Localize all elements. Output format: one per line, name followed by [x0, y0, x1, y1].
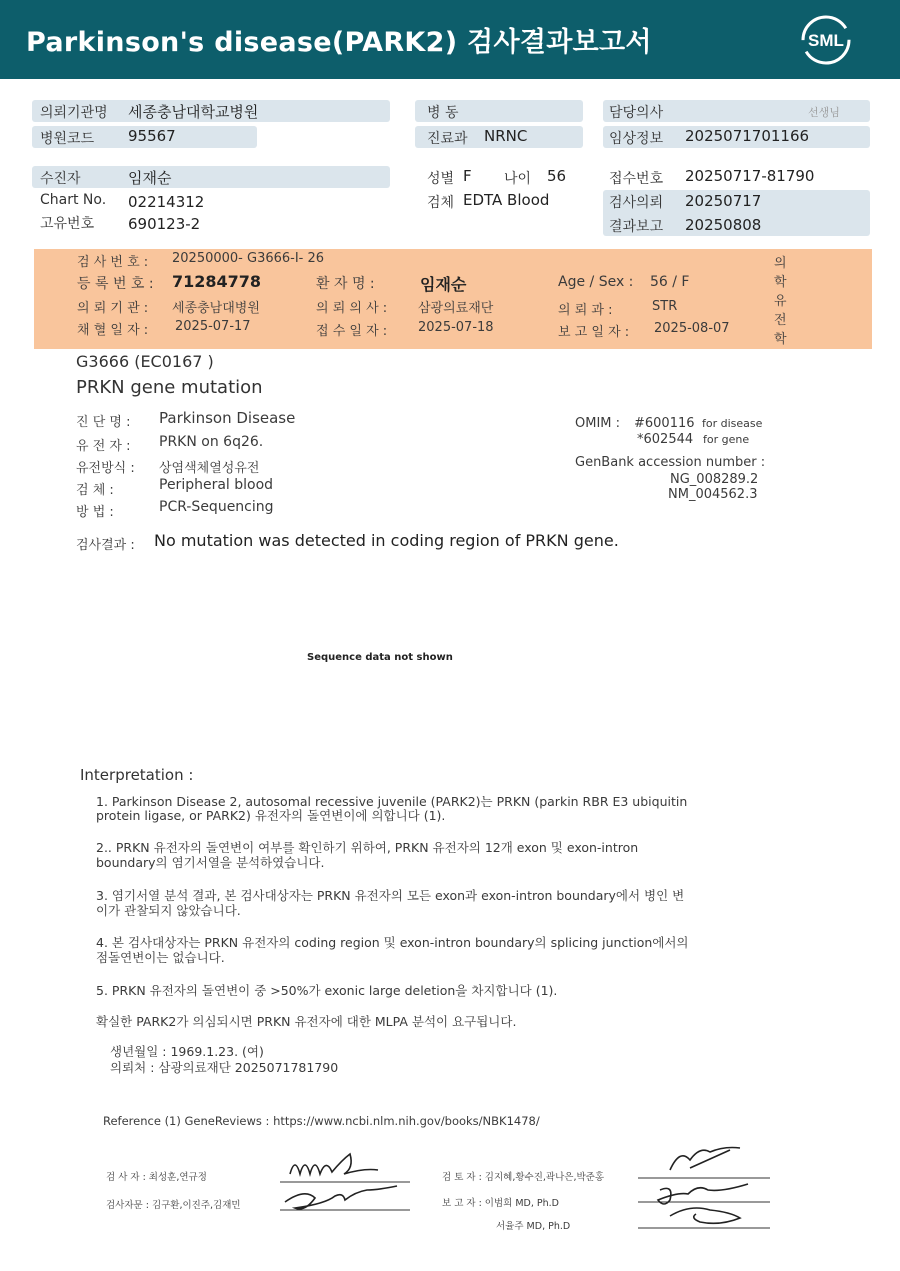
omim-2-note: for gene [703, 433, 750, 446]
interp-line-9: 5. PRKN 유전자의 돌연변이 중 >50%가 exonic large deletion을 차지합니다 (1). [96, 983, 558, 998]
requester: 의뢰처 : 삼광의료재단 2025071781790 [110, 1060, 339, 1075]
receipt-value: 20250717-81790 [685, 167, 815, 185]
band-collect-label: 채 혈 일 자 : [77, 323, 149, 338]
clinical-value: 2025071701166 [685, 127, 810, 145]
gene-label: 유 전 자 : [76, 439, 131, 454]
interp-line-8: 점돌연변이는 없습니다. [96, 950, 225, 965]
method-value: PCR-Sequencing [159, 499, 274, 515]
interp-line-4: boundary의 염기서열을 분석하였습니다. [96, 855, 325, 870]
interpretation-title: Interpretation : [80, 766, 194, 784]
result-value: No mutation was detected in coding region of PRKN gene. [154, 531, 619, 550]
band-side-3: 유 [774, 294, 787, 309]
reference: Reference (1) GeneReviews : https://www.ncbi.nlm.nih.gov/books/NBK1478/ [103, 1114, 540, 1128]
omim-1: #600116 [634, 416, 695, 431]
sequence-note: Sequence data not shown [307, 652, 453, 663]
band-side-2: 학 [774, 275, 787, 290]
request-label: 검사의뢰 [609, 195, 664, 211]
patient-value: 임재순 [128, 169, 172, 187]
method-label: 방 법 : [76, 505, 114, 520]
dept-label: 진료과 [427, 131, 468, 147]
dept-value: NRNC [484, 127, 528, 145]
specimen-test-label: 검 체 : [76, 483, 114, 498]
org-label: 의뢰기관명 [40, 105, 108, 121]
reporter-2: 서율주 MD, Ph.D [496, 1221, 571, 1232]
reviewer-signature [630, 1140, 780, 1230]
test-name: PRKN gene mutation [76, 377, 263, 398]
sex-label: 성별 [427, 171, 455, 187]
diag-value: Parkinson Disease [159, 409, 296, 427]
sml-logo [800, 14, 852, 66]
interp-line-10: 확실한 PARK2가 의심되시면 PRKN 유전자에 대한 MLPA 분석이 요구됩니다. [96, 1014, 517, 1029]
band-doctor: 삼광의료재단 [418, 301, 494, 316]
omim-2: *602544 [637, 432, 694, 447]
chart-value: 02214312 [128, 193, 205, 211]
unique-label: 고유번호 [40, 216, 95, 232]
band-doctor-label: 의 뢰 의 사 : [316, 301, 388, 316]
interp-line-2: protein ligase, or PARK2) 유전자의 돌연변이에 의합니다 (1). [96, 808, 446, 823]
band-dept-label: 의 뢰 과 : [558, 303, 613, 318]
inherit-label: 유전방식 : [76, 461, 135, 476]
age-label: 나이 [504, 171, 532, 187]
interp-line-1: 1. Parkinson Disease 2, autosomal recessive juvenile (PARK2)는 PRKN (parkin RBR E3 ubiquitin [96, 794, 688, 809]
band-collect: 2025-07-17 [175, 319, 251, 334]
band-patient: 임재순 [420, 275, 467, 294]
band-test-no-label: 검 사 번 호 : [77, 255, 149, 270]
band-patient-label: 환 자 명 : [316, 276, 375, 292]
unique-value: 690123-2 [128, 215, 201, 233]
omim-label: OMIM : [575, 416, 621, 431]
org-value: 세종충남대학교병원 [128, 103, 259, 121]
patient-row [32, 166, 390, 188]
tester: 검 사 자 : 최성훈,연규정 [106, 1172, 207, 1183]
band-report-label: 보 고 일 자 : [558, 325, 630, 340]
report-title: Parkinson's disease(PARK2) 검사결과보고서 [26, 27, 652, 58]
report-value: 20250808 [685, 216, 762, 234]
interp-line-3: 2.. PRKN 유전자의 돌연변이 여부를 확인하기 위하여, PRKN 유전자의 12개 exon 및 exon-intron [96, 840, 639, 855]
genbank-label: GenBank accession number : [575, 455, 766, 470]
age-value: 56 [547, 167, 567, 185]
ward-label: 병 동 [427, 105, 459, 121]
patient-label: 수진자 [40, 171, 81, 187]
interp-line-5: 3. 염기서열 분석 결과, 본 검사대상자는 PRKN 유전자의 모든 exon과 exon-intron boundary에서 병인 변 [96, 888, 685, 903]
reviewer: 검 토 자 : 김지혜,황수진,곽나은,박준홍 [442, 1172, 604, 1183]
reporter: 보 고 자 : 이범희 MD, Ph.D [442, 1198, 559, 1209]
omim-1-note: for disease [702, 417, 763, 430]
report-label: 결과보고 [609, 219, 664, 235]
result-label: 검사결과 : [76, 538, 135, 553]
genbank-1: NG_008289.2 [670, 472, 759, 487]
band-dept: STR [652, 299, 678, 314]
specimen-label: 검체 [427, 195, 455, 211]
band-side-1: 의 [774, 256, 787, 271]
doctor-label: 담당의사 [609, 105, 664, 121]
logo-text: SML [808, 31, 844, 50]
doctor-suffix: 선생님 [808, 106, 840, 119]
band-reg-no: 71284778 [172, 272, 262, 291]
band-reg-label: 등 록 번 호 : [77, 276, 154, 292]
band-receive-label: 접 수 일 자 : [316, 324, 388, 339]
report-header [0, 0, 900, 79]
code-label: 병원코드 [40, 131, 95, 147]
tester-signature [270, 1140, 420, 1220]
band-agesex-label: Age / Sex : [558, 274, 634, 290]
interp-line-6: 이가 관찰되지 않았습니다. [96, 903, 241, 918]
band-agesex: 56 / F [650, 274, 690, 290]
band-org: 세종충남대병원 [172, 301, 260, 316]
band-receive: 2025-07-18 [418, 320, 494, 335]
band-side-5: 학 [774, 332, 787, 347]
interp-line-7: 4. 본 검사대상자는 PRKN 유전자의 coding region 및 exon-intron boundary의 splicing junction에서의 [96, 935, 689, 950]
specimen-value: EDTA Blood [463, 191, 550, 209]
supervisor: 검사자문 : 김구환,이진주,김재민 [106, 1200, 241, 1211]
band-org-label: 의 뢰 기 관 : [77, 301, 149, 316]
genbank-2: NM_004562.3 [668, 487, 758, 502]
band-report: 2025-08-07 [654, 321, 730, 336]
clinical-label: 임상정보 [609, 131, 664, 147]
test-code: G3666 (EC0167 ) [76, 352, 214, 371]
band-test-no: 20250000- G3666-I- 26 [172, 251, 325, 266]
request-value: 20250717 [685, 192, 762, 210]
receipt-label: 접수번호 [609, 171, 664, 187]
band-side-4: 전 [774, 313, 787, 328]
chart-label: Chart No. [40, 192, 107, 208]
code-value: 95567 [128, 127, 176, 145]
inherit-value: 상염색체열성유전 [159, 461, 260, 476]
birth-date: 생년월일 : 1969.1.23. (여) [110, 1044, 264, 1059]
diag-label: 진 단 명 : [76, 415, 131, 430]
specimen-test-value: Peripheral blood [159, 477, 274, 493]
sex-value: F [463, 167, 472, 185]
gene-value: PRKN on 6q26. [159, 434, 264, 450]
